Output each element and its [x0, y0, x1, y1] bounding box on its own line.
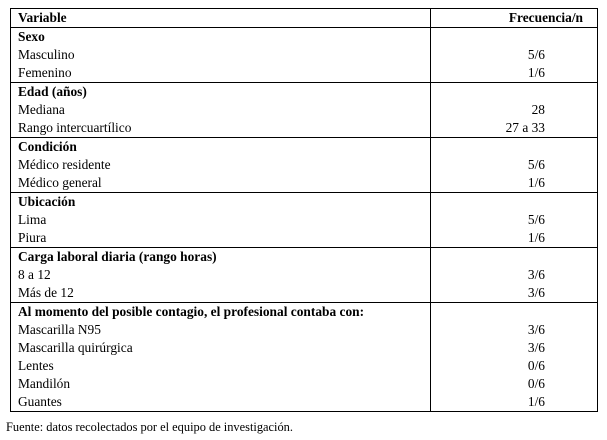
section-title: Condición [11, 138, 431, 157]
row-frequency: 5/6 [431, 211, 598, 229]
section-header-row [11, 248, 598, 267]
table-row [11, 229, 598, 248]
section-value-cell [431, 193, 598, 212]
table-row [11, 64, 598, 83]
row-label: Rango intercuartílico [11, 119, 431, 138]
row-frequency: 1/6 [431, 174, 598, 193]
row-label: Médico residente [11, 156, 431, 174]
section-title: Sexo [11, 28, 431, 47]
row-label: Más de 12 [11, 284, 431, 303]
row-label: Mediana [11, 101, 431, 119]
row-frequency: 5/6 [431, 46, 598, 64]
row-label: Piura [11, 229, 431, 248]
row-label: Médico general [11, 174, 431, 193]
section-value-cell [431, 303, 598, 322]
table-row [11, 211, 598, 229]
table-row [11, 339, 598, 357]
results-table [10, 8, 598, 412]
section-title: Edad (años) [11, 83, 431, 102]
table-row [11, 119, 598, 138]
table-row [11, 101, 598, 119]
table-row [11, 357, 598, 375]
row-frequency: 5/6 [431, 156, 598, 174]
table-row [11, 375, 598, 393]
row-label: 8 a 12 [11, 266, 431, 284]
row-frequency: 3/6 [431, 321, 598, 339]
row-label: Mascarilla quirúrgica [11, 339, 431, 357]
header-row [11, 9, 598, 28]
section-value-cell [431, 28, 598, 47]
table-row [11, 266, 598, 284]
table-header [11, 9, 598, 28]
row-label: Masculino [11, 46, 431, 64]
section-header-row [11, 83, 598, 102]
row-frequency: 1/6 [431, 229, 598, 248]
table-row [11, 46, 598, 64]
table-row [11, 156, 598, 174]
table-row [11, 321, 598, 339]
frequency-column-header: Frecuencia/n [431, 9, 598, 28]
variable-column-header: Variable [11, 9, 431, 28]
row-label: Femenino [11, 64, 431, 83]
row-frequency: 3/6 [431, 339, 598, 357]
row-label: Lima [11, 211, 431, 229]
section-value-cell [431, 83, 598, 102]
section-value-cell [431, 248, 598, 267]
row-label: Mascarilla N95 [11, 321, 431, 339]
row-frequency: 27 a 33 [431, 119, 598, 138]
section-title: Al momento del posible contagio, el profesional contaba con: [11, 303, 431, 322]
table-row [11, 284, 598, 303]
table-row [11, 174, 598, 193]
row-frequency: 28 [431, 101, 598, 119]
row-frequency: 0/6 [431, 375, 598, 393]
table-row [11, 393, 598, 412]
section-title: Carga laboral diaria (rango horas) [11, 248, 431, 267]
row-label: Lentes [11, 357, 431, 375]
table-body [11, 28, 598, 412]
section-header-row [11, 303, 598, 322]
row-label: Guantes [11, 393, 431, 412]
section-header-row [11, 28, 598, 47]
row-frequency: 1/6 [431, 64, 598, 83]
section-header-row [11, 193, 598, 212]
section-title: Ubicación [11, 193, 431, 212]
row-frequency: 0/6 [431, 357, 598, 375]
row-frequency: 3/6 [431, 284, 598, 303]
row-label: Mandilón [11, 375, 431, 393]
section-value-cell [431, 138, 598, 157]
section-header-row [11, 138, 598, 157]
source-footnote: Fuente: datos recolectados por el equipo de investigación. [6, 420, 293, 434]
row-frequency: 1/6 [431, 393, 598, 412]
row-frequency: 3/6 [431, 266, 598, 284]
